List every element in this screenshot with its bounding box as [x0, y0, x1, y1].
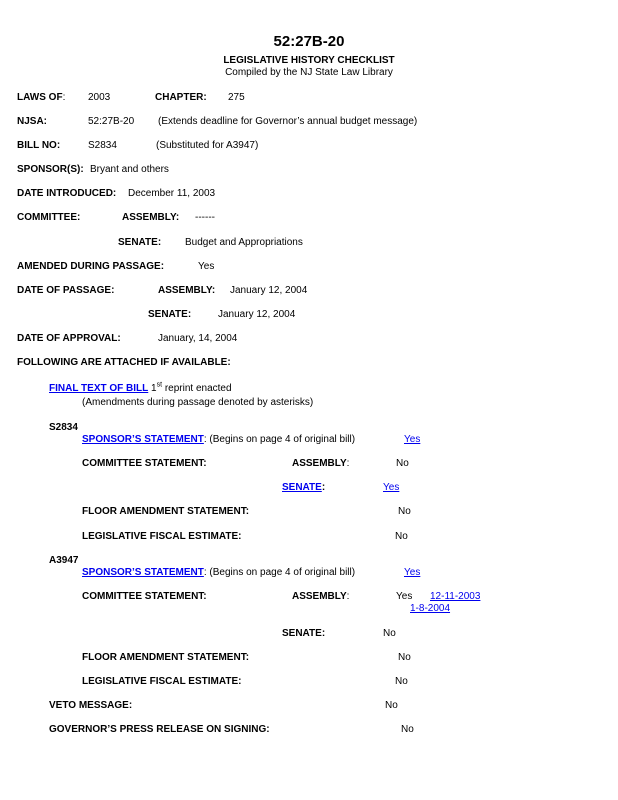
passage-assembly-value: January 12, 2004 — [230, 285, 308, 296]
a3947-senate-label: SENATE: — [282, 628, 326, 639]
reprint-text: reprint enacted — [162, 383, 232, 394]
a3947-assembly-label: ASSEMBLY: — [292, 591, 350, 602]
s2834-fiscal-value: No — [395, 531, 408, 542]
sponsors-label: SPONSOR(S): — [17, 164, 84, 175]
njsa-value: 52:27B-20 — [88, 116, 135, 127]
a3947-floor-label: FLOOR AMENDMENT STATEMENT: — [82, 652, 250, 663]
committee-assembly-value: ------ — [195, 212, 215, 223]
a3947-assembly-date2-link[interactable]: 1-8-2004 — [410, 603, 451, 614]
a3947-floor-value: No — [398, 652, 411, 663]
s2834-senate-label: SENATE: — [282, 482, 326, 493]
committee-senate-value: Budget and Appropriations — [185, 237, 303, 248]
s2834-floor-label: FLOOR AMENDMENT STATEMENT: — [82, 506, 250, 517]
date-introduced-value: December 11, 2003 — [128, 188, 216, 199]
passage-label: DATE OF PASSAGE: — [17, 285, 115, 296]
final-text-line — [49, 383, 232, 394]
committee-label: COMMITTEE: — [17, 212, 81, 223]
bill-no-label: BILL NO: — [17, 140, 61, 151]
s2834-assembly-value: No — [396, 458, 409, 469]
passage-assembly-label: ASSEMBLY: — [158, 285, 216, 296]
final-text-link[interactable]: FINAL TEXT OF BILL — [49, 383, 149, 394]
a3947-assembly-date1-link[interactable]: 12-11-2003 — [430, 591, 481, 602]
a3947-fiscal-value: No — [395, 676, 408, 687]
veto-value: No — [385, 700, 398, 711]
amendments-note: (Amendments during passage denoted by asterisks) — [82, 397, 314, 408]
reprint-number: 1 — [151, 383, 157, 394]
bill-no-note: (Substituted for A3947) — [156, 140, 259, 151]
s2834-assembly-label: ASSEMBLY: — [292, 458, 350, 469]
njsa-note: (Extends deadline for Governor’s annual budget message) — [158, 116, 418, 127]
page-title: 52:27B-20 — [273, 33, 345, 50]
press-release-label: GOVERNOR’S PRESS RELEASE ON SIGNING: — [49, 724, 270, 735]
s2834-heading: S2834 — [49, 422, 78, 433]
reprint-suffix: st — [156, 381, 163, 389]
a3947-sponsor-note: : (Begins on page 4 of original bill) — [203, 567, 356, 578]
passage-senate-label: SENATE: — [148, 309, 192, 320]
bill-no-value: S2834 — [88, 140, 117, 151]
laws-of-value: 2003 — [88, 92, 111, 103]
s2834-fiscal-label: LEGISLATIVE FISCAL ESTIMATE: — [82, 531, 242, 542]
press-release-value: No — [401, 724, 414, 735]
laws-of-label: LAWS OF: — [17, 92, 66, 103]
a3947-sponsor-line — [82, 567, 355, 578]
s2834-floor-value: No — [398, 506, 411, 517]
following-heading: FOLLOWING ARE ATTACHED IF AVAILABLE: — [17, 357, 231, 368]
s2834-sponsor-note: : (Begins on page 4 of original bill) — [203, 434, 356, 445]
a3947-heading: A3947 — [49, 555, 79, 566]
date-introduced-label: DATE INTRODUCED: — [17, 188, 117, 199]
s2834-sponsor-yes-link[interactable]: Yes — [404, 434, 421, 445]
njsa-label: NJSA: — [17, 116, 48, 127]
s2834-sponsor-statement-link[interactable]: SPONSOR’S STATEMENT — [82, 434, 204, 445]
approval-label: DATE OF APPROVAL: — [17, 333, 121, 344]
s2834-committee-label: COMMITTEE STATEMENT: — [82, 458, 207, 469]
a3947-fiscal-label: LEGISLATIVE FISCAL ESTIMATE: — [82, 676, 242, 687]
a3947-committee-label: COMMITTEE STATEMENT: — [82, 591, 207, 602]
sponsors-value: Bryant and others — [90, 164, 169, 175]
s2834-senate-yes-link[interactable]: Yes — [383, 482, 400, 493]
veto-label: VETO MESSAGE: — [49, 700, 133, 711]
a3947-assembly-value: Yes — [396, 591, 413, 602]
a3947-sponsor-yes-link[interactable]: Yes — [404, 567, 421, 578]
amended-label: AMENDED DURING PASSAGE: — [17, 261, 165, 272]
committee-senate-label: SENATE: — [118, 237, 162, 248]
a3947-sponsor-statement-link[interactable]: SPONSOR’S STATEMENT — [82, 567, 204, 578]
page-subtitle: LEGISLATIVE HISTORY CHECKLIST — [223, 55, 395, 66]
passage-senate-value: January 12, 2004 — [218, 309, 296, 320]
approval-value: January, 14, 2004 — [158, 333, 238, 344]
chapter-value: 275 — [228, 92, 245, 103]
chapter-label: CHAPTER: — [155, 92, 207, 103]
s2834-senate-link[interactable]: SENATE — [282, 482, 322, 493]
compiled-by: Compiled by the NJ State Law Library — [225, 67, 393, 78]
committee-assembly-label: ASSEMBLY: — [122, 212, 180, 223]
s2834-sponsor-line — [82, 434, 355, 445]
amended-value: Yes — [198, 261, 215, 272]
a3947-senate-value: No — [383, 628, 396, 639]
